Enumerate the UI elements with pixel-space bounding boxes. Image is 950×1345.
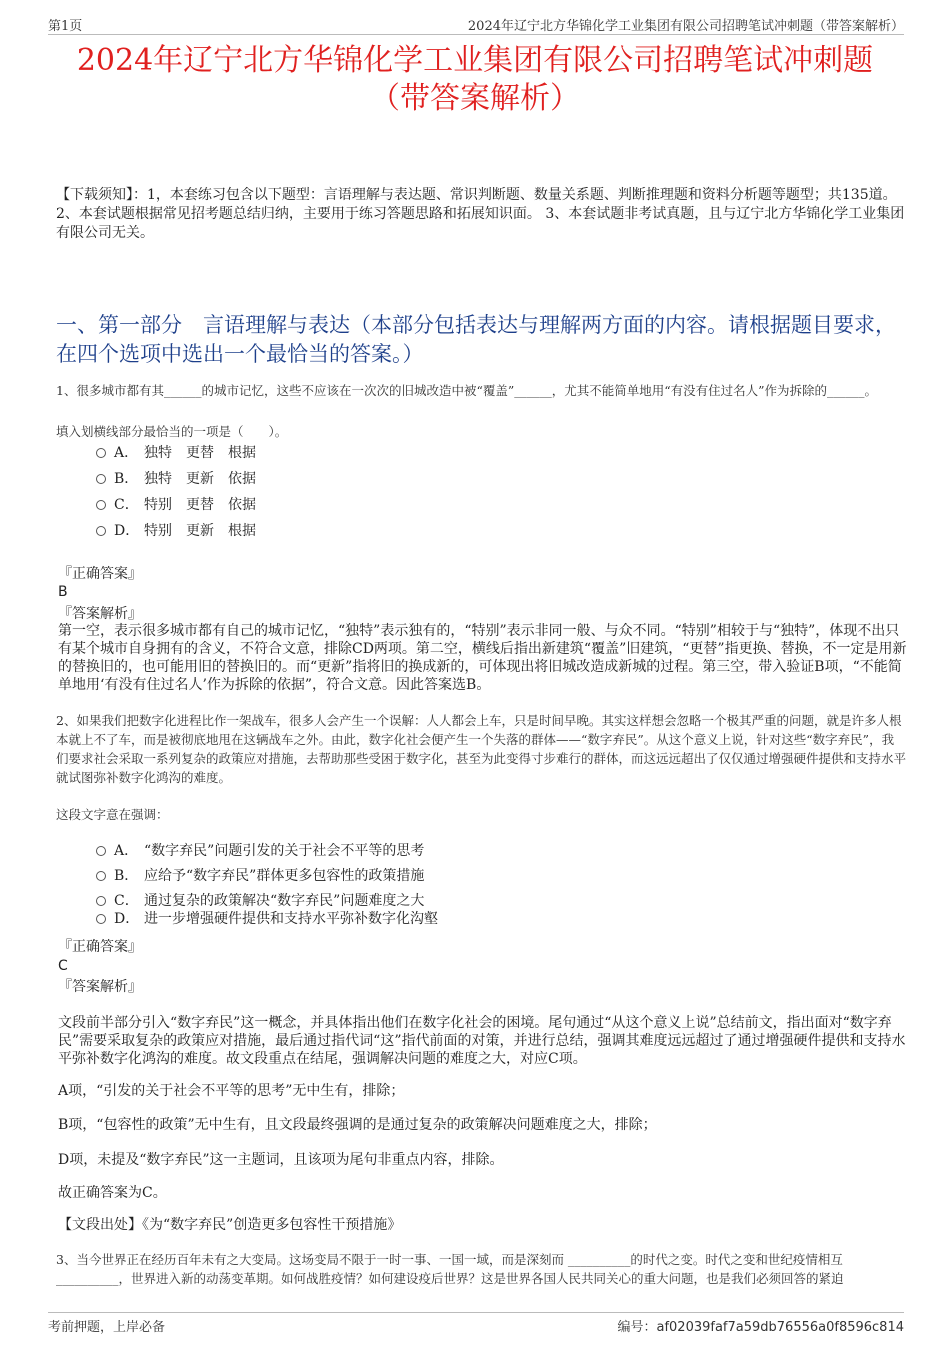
page-header: [48, 14, 904, 35]
radio-icon[interactable]: [96, 871, 106, 881]
download-notice: 【下载须知】：1，本套练习包含以下题型：言语理解与表达题、常识判断题、数量关系题、判断推理题和资料分析题等题型；共135道。 2、本套试题根据常见招考题总结归纳，主要用于练习答题思路和拓展知识面。 3、本套试题非考试真题，且与辽宁北方华锦化学工业集团有限公司无关。: [56, 187, 905, 241]
q1-option-a[interactable]: A． 独特 更替 根据: [96, 442, 256, 464]
q2-option-d[interactable]: D． 进一步增强硬件提供和支持水平弥补数字化沟壑: [96, 908, 438, 930]
footer-doc-id: 编号：af02039faf7a59db76556a0f8596c814: [617, 1320, 904, 1335]
question-2-stem: 2、如果我们把数字化进程比作一架战车，很多人会产生一个误解：人人都会上车，只是时间早晚。其实这样想会忽略一个极其严重的问题，就是许多人根本就上不了车，而是被彻底地甩在这辆战车之外。由此，数字化社会便产生一个失落的群体——“数字弃民”。从这个意义上说，针对这些“数字弃民”，我们要求社会采取一系列复杂的政策应对措施，去帮助那些受困于数字化，甚至为此变得寸步难行的群体，而这远远超出了仅仅通过增强硬件提供和支持水平就试图弥补数字化鸿沟的难度。: [56, 713, 907, 785]
q2-answer-label: 『正确答案』: [58, 939, 142, 955]
q2-note-b: B项，“包容性的政策”无中生有，且文段最终强调的是通过复杂的政策解决问题难度之大，排除；: [58, 1117, 657, 1133]
question-1-stem: 1、很多城市都有其______的城市记忆，这些不应该在一次次的旧城改造中被“覆盖”______，尤其不能简单地用“有没有住过名人”作为拆除的______。: [56, 383, 878, 398]
q1-answer-label: 『正确答案』: [58, 566, 142, 582]
q2-option-a[interactable]: A． “数字弃民”问题引发的关于社会不平等的思考: [96, 840, 424, 862]
q2-analysis: 文段前半部分引入“数字弃民”这一概念，并具体指出他们在数字化社会的困境。尾句通过“从这个意义上说”总结前文，指出面对“数字弃民”需要采取复杂的政策应对措施，最后通过指代词“这”指代前面的对策，并进行总结，强调其难度远远超过了通过增强硬件提供和支持水平弥补数字化鸿沟的难度。故文段重点在结尾，强调解决问题的难度之大，对应C项。: [58, 1015, 906, 1067]
radio-icon[interactable]: [96, 846, 106, 856]
q2-conclusion: 故正确答案为C。: [58, 1185, 167, 1201]
q1-analysis: 第一空，表示很多城市都有自己的城市记忆，“独特”表示独有的，“特别”表示非同一般、与众不同。“特别”相较于与“独特”，体现不出只有某个城市自身拥有的含义，不符合文意，排除CD两项。第二空，横线后指出新建筑“覆盖”旧建筑，“更替”指更换、替换，不一定是用新的替换旧的，也可能用旧的替换旧的。而“更新”指将旧的换成新的，可体现出将旧城改造成新城的过程。第三空，带入验证B项，“不能简单地用‘有没有住过名人’作为拆除的依据”，符合文意。因此答案选B。: [58, 623, 907, 693]
question-2-prompt: 这段文字意在强调：: [56, 807, 169, 822]
q2-source: 【文段出处】《为“数字弃民”创造更多包容性干预措施》: [58, 1217, 402, 1233]
q1-analysis-label: 『答案解析』: [58, 606, 142, 622]
radio-icon[interactable]: [96, 914, 106, 924]
q1-option-d[interactable]: D． 特别 更新 根据: [96, 520, 256, 542]
title-line-2: （带答案解析）: [370, 81, 580, 116]
q2-option-b[interactable]: B． 应给予“数字弃民”群体更多包容性的政策措施: [96, 865, 424, 887]
radio-icon[interactable]: [96, 500, 106, 510]
radio-icon[interactable]: [96, 896, 106, 906]
question-1-prompt: 填入划横线部分最恰当的一项是（ ）。: [56, 424, 288, 439]
document-title: [40, 42, 910, 118]
radio-icon[interactable]: [96, 526, 106, 536]
page-footer: [48, 1312, 904, 1335]
radio-icon[interactable]: [96, 474, 106, 484]
q1-option-b[interactable]: B． 独特 更新 依据: [96, 468, 256, 490]
q2-note-a: A项，“引发的关于社会不平等的思考”无中生有，排除；: [58, 1083, 405, 1099]
q1-option-c[interactable]: C． 特别 更替 依据: [96, 494, 256, 516]
q1-answer: B: [58, 584, 68, 600]
header-doc-title: 2024年辽宁北方华锦化学工业集团有限公司招聘笔试冲刺题（带答案解析）: [467, 19, 904, 34]
q2-note-d: D项，未提及“数字弃民”这一主题词，且该项为尾句非重点内容，排除。: [58, 1152, 504, 1168]
page-number: 第1页: [48, 19, 83, 34]
q2-analysis-label: 『答案解析』: [58, 979, 142, 995]
q2-option-c[interactable]: C． 通过复杂的政策解决“数字弃民”问题难度之大: [96, 890, 424, 912]
footer-slogan: 考前押题，上岸必备: [48, 1320, 166, 1335]
section-heading: 一、第一部分 言语理解与表达（本部分包括表达与理解两方面的内容。请根据题目要求，在四个选项中选出一个最恰当的答案。）: [56, 313, 896, 366]
radio-icon[interactable]: [96, 448, 106, 458]
q2-answer: C: [58, 958, 68, 974]
question-3-stem: 3、当今世界正在经历百年未有之大变局。这场变局不限于一时一事、一国一域，而是深刻而 __________的时代之变。时代之变和世纪疫情相互__________，世界进入新的动荡变革期。如何战胜疫情？如何建设疫后世界？这是世界各国人民共同关心的重大问题，也是我们必须回答的紧迫: [56, 1252, 844, 1286]
title-line-1: 2024年辽宁北方华锦化学工业集团有限公司招聘笔试冲刺题: [76, 43, 874, 78]
